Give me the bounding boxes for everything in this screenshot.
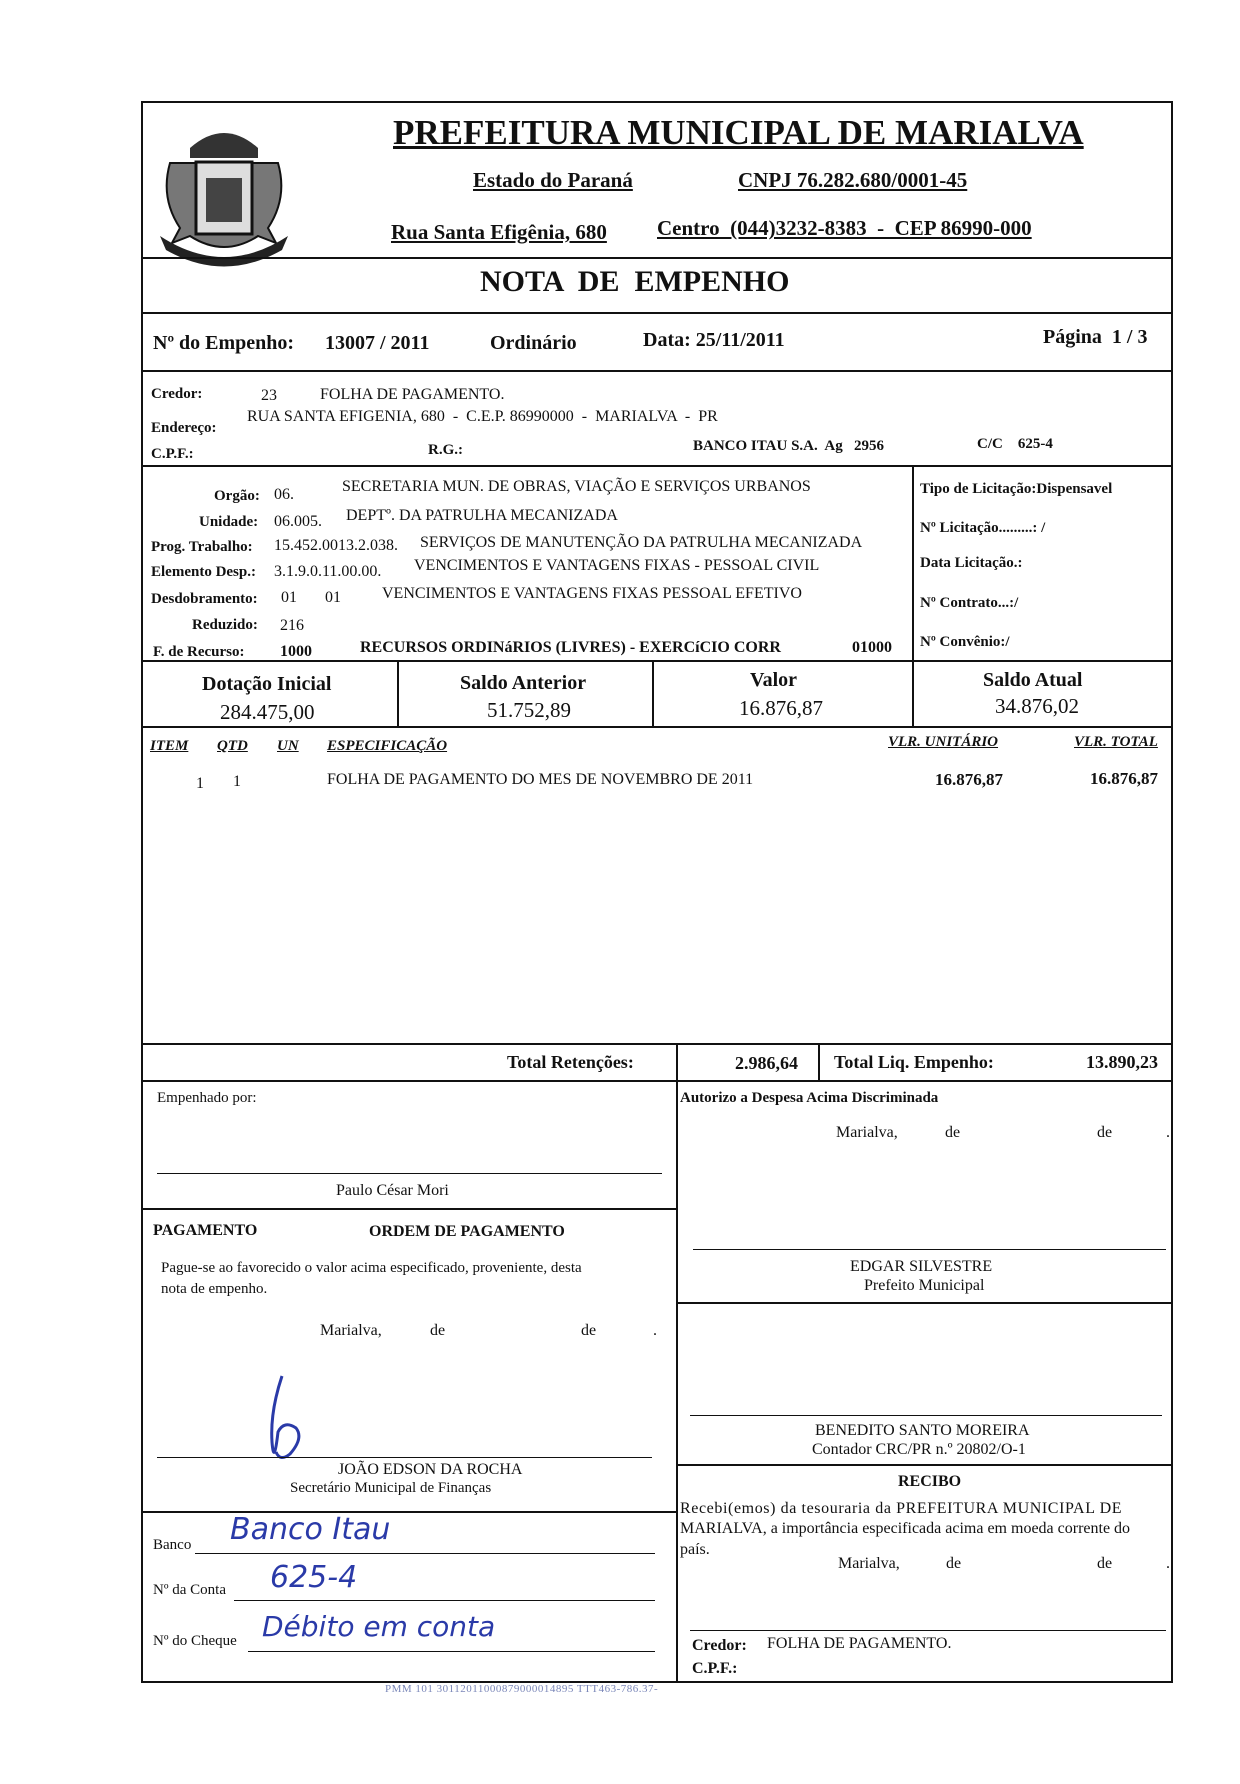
orgao-label: Orgão: [214, 488, 260, 504]
divider [141, 1511, 676, 1513]
elemento-code: 3.1.9.0.11.00.00. [274, 563, 382, 580]
empenho-date: Data: 25/11/2011 [643, 329, 785, 351]
empenhado-label: Empenhado por: [157, 1090, 257, 1106]
liq-empenho-label: Total Liq. Empenho: [834, 1052, 994, 1072]
cheque-line [248, 1651, 655, 1652]
prefeito-role: Prefeito Municipal [864, 1277, 985, 1294]
vlr-unitario-cell: 16.876,87 [935, 770, 1003, 789]
street-label: Rua Santa Efigênia, 680 [391, 220, 607, 244]
page-title: PREFEITURA MUNICIPAL DE MARIALVA [393, 113, 1084, 152]
pagamento-text-1: Pague-se ao favorecido o valor acima especificado, proveniente, desta [161, 1260, 582, 1276]
endereco-label: Endereço: [151, 420, 217, 436]
divider [818, 1043, 820, 1080]
divider [676, 1080, 678, 1683]
pagamento-de1: de [430, 1322, 446, 1339]
banco-label: Banco [153, 1537, 192, 1553]
dotacao-value: 284.475,00 [220, 700, 315, 724]
empenho-label: Nº do Empenho: [153, 332, 295, 354]
autorizo-de1: de [945, 1124, 961, 1141]
credor-label: Credor: [151, 386, 203, 402]
cpf-label: C.P.F.: [151, 446, 194, 462]
orgao-code: 06. [274, 486, 294, 503]
empenho-number: 13007 / 2011 [325, 332, 430, 354]
unidade-label: Unidade: [199, 514, 259, 530]
qtd-col-header: QTD [217, 738, 248, 754]
recurso-number: 01000 [852, 639, 892, 656]
cheque-handwritten: Débito em conta [262, 1610, 496, 1643]
recibo-de1: de [946, 1555, 962, 1572]
conta-handwritten: 625-4 [270, 1560, 358, 1595]
vlr-unitario-col-header: VLR. UNITÁRIO [888, 734, 999, 750]
item-cell: 1 [196, 775, 204, 792]
divider [397, 660, 399, 726]
financas-role: Secretário Municipal de Finanças [290, 1480, 492, 1496]
ordem-pagamento-label: ORDEM DE PAGAMENTO [369, 1223, 565, 1240]
recibo-de2: de [1097, 1555, 1113, 1572]
valor-value: 16.876,87 [739, 696, 823, 720]
address-label: Centro (044)3232-8383 - CEP 86990-000 [657, 216, 1032, 240]
cnpj-label: CNPJ 76.282.680/0001-45 [738, 168, 968, 192]
empenhado-name: Paulo César Mori [336, 1182, 449, 1199]
prog-name: SERVIÇOS DE MANUTENÇÃO DA PATRULHA MECANIZADA [420, 534, 863, 551]
signature-line [157, 1173, 662, 1174]
conta-line [234, 1600, 655, 1601]
liq-empenho-value: 13.890,23 [1086, 1052, 1158, 1072]
divider [676, 1302, 1173, 1304]
credor-code: 23 [261, 387, 277, 404]
signature-line [693, 1249, 1166, 1250]
empenho-type: Ordinário [490, 332, 577, 354]
un-col-header: UN [277, 738, 299, 754]
licitacao-numero: Nº Licitação.........: / [920, 520, 1046, 536]
divider [141, 370, 1173, 372]
autorizo-title: Autorizo a Despesa Acima Discriminada [680, 1090, 939, 1106]
convenio-label: Nº Convênio:/ [920, 634, 1010, 650]
recibo-text-1: Recebi(emos) da tesouraria da PREFEITURA MUNICIPAL DE [680, 1500, 1123, 1517]
recibo-text-2: MARIALVA, a importância especificada acima em moeda corrente do [680, 1520, 1131, 1537]
prefeito-name: EDGAR SILVESTRE [850, 1258, 993, 1275]
vlr-total-cell: 16.876,87 [1090, 769, 1158, 788]
elemento-label: Elemento Desp.: [151, 564, 256, 580]
autorizo-dot: . [1166, 1124, 1170, 1141]
divider [141, 726, 1173, 728]
document-title: NOTA DE EMPENHO [480, 265, 790, 298]
footer-code: PMM 101 30112011000879000014895 TTT463-786.37- [385, 1683, 659, 1695]
divider [652, 660, 654, 726]
banco-line [195, 1553, 655, 1554]
contador-name: BENEDITO SANTO MOREIRA [815, 1422, 1030, 1439]
divider [912, 465, 914, 661]
unidade-code: 06.005. [274, 513, 322, 530]
endereco-value: RUA SANTA EFIGENIA, 680 - C.E.P. 86990000 - MARIALVA - PR [247, 408, 718, 425]
desdobramento-code: 01 [281, 589, 297, 606]
especificacao-cell: FOLHA DE PAGAMENTO DO MES DE NOVEMBRO DE 2011 [327, 771, 754, 788]
reduzido-value: 216 [280, 617, 304, 634]
banco-handwritten: Banco Itau [230, 1512, 391, 1547]
autorizo-place: Marialva, [836, 1124, 898, 1141]
signature-line [157, 1457, 652, 1458]
retencoes-label: Total Retenções: [507, 1052, 634, 1072]
recibo-dot: . [1166, 1555, 1170, 1572]
saldo-anterior-value: 51.752,89 [487, 698, 571, 722]
unidade-name: DEPTº. DA PATRULHA MECANIZADA [346, 507, 618, 524]
desdobramento-name: VENCIMENTOS E VANTAGENS FIXAS PESSOAL EFETIVO [382, 585, 802, 602]
autorizo-de2: de [1097, 1124, 1113, 1141]
contador-role: Contador CRC/PR n.º 20802/O-1 [812, 1441, 1026, 1458]
signature-line [690, 1415, 1162, 1416]
state-label: Estado do Paraná [473, 168, 633, 192]
pagamento-place: Marialva, [320, 1322, 382, 1339]
divider [141, 465, 1173, 467]
contrato-label: Nº Contrato...:/ [920, 595, 1019, 611]
orgao-name: SECRETARIA MUN. DE OBRAS, VIAÇÃO E SERVIÇOS URBANOS [342, 478, 811, 495]
retencoes-value: 2.986,64 [735, 1053, 798, 1073]
recurso-label: F. de Recurso: [153, 644, 245, 660]
divider [912, 660, 914, 726]
pagamento-dot: . [653, 1322, 657, 1339]
divider [141, 257, 1173, 259]
divider [141, 660, 1173, 662]
vlr-total-col-header: VLR. TOTAL [1074, 734, 1158, 750]
recurso-code: 1000 [280, 643, 312, 660]
pagamento-de2: de [581, 1322, 597, 1339]
saldo-atual-label: Saldo Atual [983, 669, 1083, 691]
especificacao-col-header: ESPECIFICAÇÃO [327, 738, 448, 754]
recibo-place: Marialva, [838, 1555, 900, 1572]
divider [676, 1464, 1173, 1466]
recibo-text-3: país. [680, 1541, 710, 1558]
dotacao-label: Dotação Inicial [202, 673, 332, 695]
divider [141, 1043, 1173, 1045]
account-label: C/C 625-4 [977, 436, 1053, 452]
coat-of-arms-emblem [150, 118, 298, 273]
saldo-atual-value: 34.876,02 [995, 694, 1079, 718]
desdobramento-label: Desdobramento: [151, 591, 258, 607]
recurso-name: RECURSOS ORDINáRIOS (LIVRES) - EXERCíCIO CORR [360, 639, 781, 656]
elemento-name: VENCIMENTOS E VANTAGENS FIXAS - PESSOAL CIVIL [414, 557, 820, 574]
recibo-credor-label: Credor: [692, 1637, 747, 1654]
recibo-credor-value: FOLHA DE PAGAMENTO. [767, 1635, 952, 1652]
qtd-cell: 1 [233, 773, 241, 790]
recibo-cpf-label: C.P.F.: [692, 1660, 738, 1677]
divider [141, 1208, 676, 1210]
licitacao-data: Data Licitação.: [920, 555, 1023, 571]
item-col-header: ITEM [150, 738, 189, 754]
bank-label: BANCO ITAU S.A. Ag 2956 [693, 438, 884, 454]
rg-label: R.G.: [428, 442, 463, 458]
valor-label: Valor [750, 669, 798, 691]
signature-line [690, 1630, 1166, 1631]
prog-label: Prog. Trabalho: [151, 539, 253, 555]
divider [676, 1043, 678, 1080]
divider [141, 312, 1173, 314]
page-number: Página 1 / 3 [1043, 326, 1148, 348]
financas-name: JOÃO EDSON DA ROCHA [338, 1461, 523, 1478]
prog-code: 15.452.0013.2.038. [274, 537, 398, 554]
cheque-label: Nº do Cheque [153, 1633, 237, 1649]
saldo-anterior-label: Saldo Anterior [460, 672, 587, 694]
conta-label: Nº da Conta [153, 1582, 226, 1598]
desdobramento-subcode: 01 [325, 589, 341, 606]
credor-name: FOLHA DE PAGAMENTO. [320, 386, 505, 403]
licitacao-tipo: Tipo de Licitação:Dispensavel [920, 481, 1113, 497]
pagamento-label: PAGAMENTO [153, 1222, 258, 1239]
recibo-title: RECIBO [898, 1473, 962, 1490]
pagamento-text-2: nota de empenho. [161, 1281, 268, 1297]
divider [141, 1080, 1173, 1082]
reduzido-label: Reduzido: [192, 617, 258, 633]
